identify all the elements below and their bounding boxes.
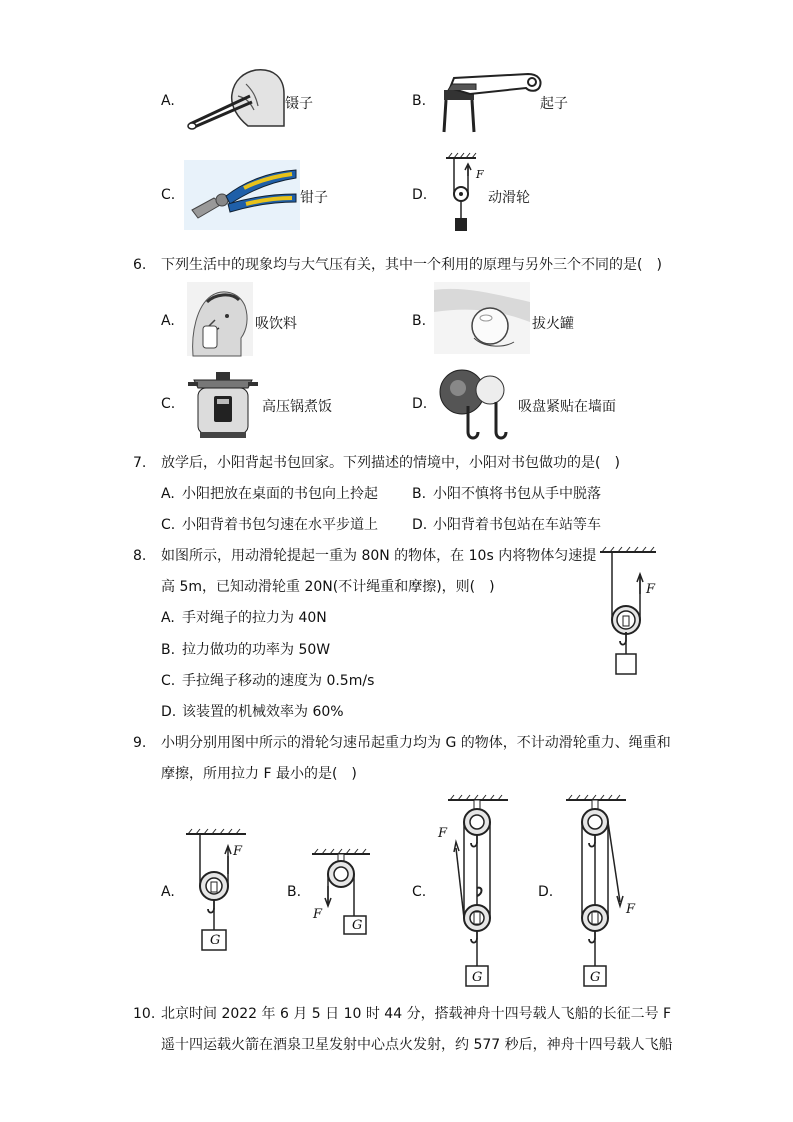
tweezers-image: [186, 66, 286, 136]
q6-option-a-letter: A.: [161, 313, 175, 329]
q7-option-a-letter: A.: [161, 486, 175, 502]
q9-a-force-label: F: [233, 844, 243, 859]
q5-option-d-caption: 动滑轮: [488, 190, 530, 206]
q7-option-c-letter: C.: [161, 517, 176, 533]
q9-figure-c: [446, 792, 510, 990]
q9-b-weight-label: G: [352, 918, 363, 933]
q8-pulley-figure: [596, 544, 660, 680]
q5-option-c-caption: 钳子: [300, 190, 328, 206]
q7-option-a-text: 小阳把放在桌面的书包向上拎起: [182, 486, 378, 502]
q8-number: 8.: [133, 548, 147, 564]
q5-option-d-letter: D.: [412, 187, 428, 203]
q9-d-force-label: F: [626, 902, 636, 917]
q5-pulley-force-label: F: [476, 168, 484, 181]
q10-number: 10.: [133, 1006, 156, 1022]
q8-option-c-text: 手拉绳子移动的速度为 0.5m/s: [182, 673, 375, 689]
q8-option-b-letter: B.: [161, 642, 176, 658]
q7-stem: 放学后，小阳背起书包回家。下列描述的情境中，小阳对书包做功的是( ): [161, 455, 620, 471]
q10-stem-line-1: 北京时间 2022 年 6 月 5 日 10 时 44 分，搭载神舟十四号载人飞船的长征二号 F: [161, 1006, 672, 1022]
q8-stem-line-2: 高 5m，已知动滑轮重 20N(不计绳重和摩擦)，则( ): [161, 579, 495, 595]
q5-option-b-letter: B.: [412, 93, 427, 109]
q6-number: 6.: [133, 257, 147, 273]
q8-force-label: F: [646, 582, 656, 597]
drinking-image: [187, 282, 253, 356]
q9-option-b-letter: B.: [287, 884, 302, 900]
q8-option-d-text: 该装置的机械效率为 60%: [182, 704, 344, 720]
q8-option-a-text: 手对绳子的拉力为 40N: [182, 610, 327, 626]
q8-option-d-letter: D.: [161, 704, 177, 720]
q9-number: 9.: [133, 735, 147, 751]
q8-stem-line-1: 如图所示，用动滑轮提起一重为 80N 的物体，在 10s 内将物体匀速提: [161, 548, 597, 564]
q5-option-b-caption: 起子: [540, 96, 568, 112]
q7-option-c-text: 小阳背着书包匀速在水平步道上: [182, 517, 378, 533]
q9-stem-line-1: 小明分别用图中所示的滑轮匀速吊起重力均为 G 的物体，不计动滑轮重力、绳重和: [161, 735, 671, 751]
q7-option-d-text: 小阳背着书包站在车站等车: [433, 517, 601, 533]
q9-c-weight-label: G: [472, 970, 483, 985]
q6-stem: 下列生活中的现象均与大气压有关，其中一个利用的原理与另外三个不同的是( ): [161, 257, 662, 273]
q6-option-c-letter: C.: [161, 396, 176, 412]
q6-option-b-caption: 拔火罐: [532, 316, 574, 332]
pliers-image: [184, 160, 300, 230]
q9-option-a-letter: A.: [161, 884, 175, 900]
q8-option-a-letter: A.: [161, 610, 175, 626]
q5-option-a-caption: 镊子: [285, 96, 313, 112]
q9-figure-b: [310, 846, 372, 942]
q6-option-b-letter: B.: [412, 313, 427, 329]
q9-option-d-letter: D.: [538, 884, 554, 900]
q5-option-c-letter: C.: [161, 187, 176, 203]
q9-stem-line-2: 摩擦，所用拉力 F 最小的是( ): [161, 766, 357, 782]
q7-option-d-letter: D.: [412, 517, 428, 533]
q6-option-a-caption: 吸饮料: [255, 316, 297, 332]
q6-option-d-caption: 吸盘紧贴在墙面: [518, 399, 616, 415]
q10-stem-line-2: 遥十四运载火箭在酒泉卫星发射中心点火发射，约 577 秒后，神舟十四号载人飞船: [161, 1037, 673, 1053]
cupping-image: [434, 282, 530, 354]
q5-option-a-letter: A.: [161, 93, 175, 109]
q9-a-weight-label: G: [210, 933, 221, 948]
q7-option-b-text: 小阳不慎将书包从手中脱落: [433, 486, 601, 502]
q8-option-b-text: 拉力做功的功率为 50W: [182, 642, 331, 658]
suction-hook-image: [438, 366, 518, 444]
q9-d-weight-label: G: [590, 970, 601, 985]
bottle-opener-image: [436, 68, 544, 134]
pressure-cooker-image: [186, 368, 260, 442]
q8-option-c-letter: C.: [161, 673, 176, 689]
q9-c-force-label: F: [438, 826, 448, 841]
q9-figure-d: [564, 792, 634, 990]
q9-b-force-label: F: [313, 907, 323, 922]
movable-pulley-image: [442, 152, 482, 236]
q7-number: 7.: [133, 455, 147, 471]
q7-option-b-letter: B.: [412, 486, 427, 502]
q6-option-c-caption: 高压锅煮饭: [262, 399, 332, 415]
q6-option-d-letter: D.: [412, 396, 428, 412]
q9-option-c-letter: C.: [412, 884, 427, 900]
